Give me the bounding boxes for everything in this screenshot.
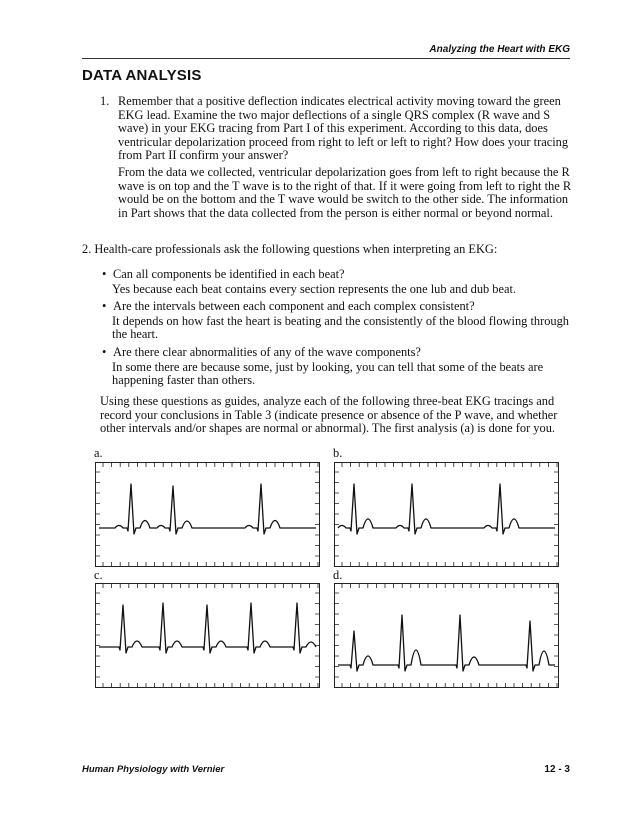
tracing-frame (96, 584, 320, 688)
tracing-ticks (96, 584, 319, 687)
bullet-question: • Are there clear abnormalities of any of the wave components? (104, 346, 572, 360)
running-head: Analyzing the Heart with EKG (429, 44, 570, 55)
ekg-waveform (99, 603, 316, 653)
header-rule (82, 58, 570, 59)
question-2-bullets (104, 268, 572, 392)
question-1-number: 1. (100, 94, 110, 108)
ekg-tracing-d (334, 583, 559, 688)
question-1-text: Remember that a positive deflection indicates electrical activity moving toward the green EKG lead. Examine the two major deflections of a single QRS complex (R wave and S wave) in your EKG tracing from Part I of this experiment. According to this data, does ventricular depolarization proceed from right to left or left to right? How does your tracing from Part II confirm your answer? (118, 94, 569, 163)
footer-book-title: Human Physiology with Vernier (82, 764, 225, 775)
ekg-waveform (99, 484, 316, 534)
tracing-frame (335, 463, 559, 567)
tracing-label-c: c. (94, 568, 103, 582)
footer-page-number: 12 - 3 (544, 764, 570, 775)
ekg-waveform (338, 484, 555, 534)
ekg-tracing-c (95, 583, 320, 688)
tracing-ticks (335, 463, 558, 566)
question-1-answer: From the data we collected, ventricular depolarization goes from left to right because the R wave is on top and the T wave is to the right of that. If it were going from left to right the R would be on the bottom and the T wave would be switch to the other side. The information in Part shows that the data collected from the person is either normal or beyond normal. (118, 165, 572, 220)
analysis-instructions: Using these questions as guides, analyze each of the following three-beat EKG tracings and record your conclusions in Table 3 (indicate presence or absence of the P wave, and whether other intervals and/or shapes are normal or abnormal). The first analysis (a) is done for you. (100, 394, 558, 436)
tracing-label-b: b. (333, 446, 343, 460)
bullet-question: • Are the intervals between each component and each complex consistent? (104, 300, 572, 314)
bullet-answer: It depends on how fast the heart is beating and the consistently of the blood flowing through the heart. (112, 313, 569, 342)
tracing-frame (335, 584, 559, 688)
question-1 (100, 95, 572, 163)
bullet-question: • Can all components be identified in each beat? (104, 268, 572, 282)
tracing-ticks (335, 584, 558, 687)
ekg-tracing-b (334, 462, 559, 567)
tracing-label-a: a. (94, 446, 103, 460)
section-title: DATA ANALYSIS (82, 67, 202, 84)
question-2-text: 2. Health-care professionals ask the following questions when interpreting an EKG: (82, 242, 498, 256)
bullet-answer: In some there are because some, just by looking, you can tell that some of the beats are happening faster than others. (112, 359, 544, 388)
ekg-waveform (338, 615, 555, 671)
tracing-label-d: d. (333, 568, 343, 582)
bullet-answer: Yes because each beat contains every section represents the one lub and dub beat. (112, 281, 517, 296)
ekg-tracing-a (95, 462, 320, 567)
